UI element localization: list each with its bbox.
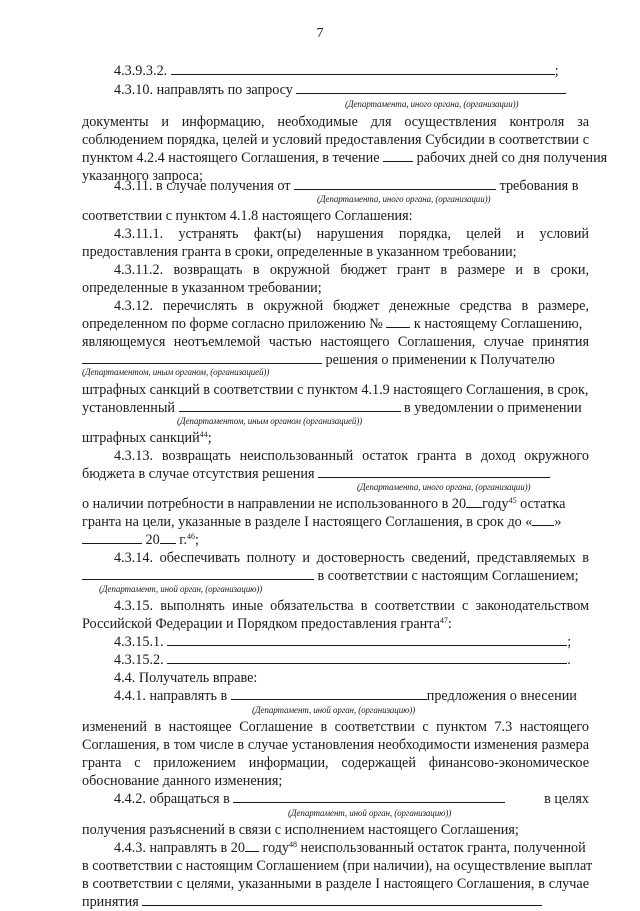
paragraph-line: предоставления гранта в сроки, определенные в указанном требовании; xyxy=(82,244,517,260)
caption-department: (Департаментом, иным органом, (организацией)) xyxy=(82,367,270,377)
clause-4-3-11-2: 4.3.11.2. возвращать в окружной бюджет грант в размере и в сроки, xyxy=(114,262,589,278)
paragraph-line: являющемуся неотъемлемой частью настоящего Соглашения, случае принятия xyxy=(82,334,589,350)
blank-line xyxy=(82,567,314,580)
clause-4-3-13: 4.3.13. возвращать неиспользованный остаток гранта в доход окружного xyxy=(114,448,589,464)
blank-line xyxy=(82,531,142,544)
blank-line xyxy=(160,531,176,544)
clause-4-4-1: 4.4.1. направлять в предложения о внесении xyxy=(114,688,577,704)
paragraph-line: 20 г.$^{46}$; xyxy=(82,531,589,549)
caption-department: (Департамент, иной орган, (организацию)) xyxy=(252,705,416,715)
clause-4-3-14: 4.3.14. обеспечивать полноту и достоверность сведений, представляемых в xyxy=(114,550,589,566)
clause-4-3-12: 4.3.12. перечислять в окружной бюджет денежные средства в размере, xyxy=(114,298,589,314)
clause-4-3-11-1: 4.3.11.1. устранять факт(ы) нарушения порядка, целей и условий xyxy=(114,226,589,242)
paragraph-line: принятия xyxy=(82,893,589,911)
clause-4-3-9-3-2: 4.3.9.3.2. ; xyxy=(114,63,559,79)
blank-line xyxy=(179,399,401,412)
blank-line xyxy=(167,651,567,664)
paragraph-line: соблюдением порядка, целей и условий предоставления Субсидии в соответствии с xyxy=(82,132,589,148)
clause-4-4-3: 4.4.3. направлять в 20 году$^{48}$ неиспользованный остаток гранта, полученной xyxy=(114,840,586,856)
paragraph-line: о наличии потребности в направлении не использованного в 20 году$^{45}$ остатка xyxy=(82,496,566,512)
caption-department: (Департамент, иной орган, (организацию)) xyxy=(99,584,263,594)
clause-4-4-2: 4.4.2. обращаться в в целях xyxy=(114,791,589,807)
caption-department: (Департаментом, иным органом (организацией)) xyxy=(177,416,363,426)
footnote-ref: 47 xyxy=(439,616,448,625)
blank-line xyxy=(296,81,566,94)
paragraph-line: штрафных санкций в соответствии с пунктом 4.1.9 настоящего Соглашения, в срок, xyxy=(82,382,589,398)
paragraph-line: в соответствии с настоящим Соглашением; xyxy=(82,567,589,585)
caption-department: (Департамент, иной орган, (организацию)) xyxy=(288,808,452,818)
blank-line xyxy=(318,465,550,478)
paragraph-line: пунктом 4.2.4 настоящего Соглашения, в течение рабочих дней со дня получения xyxy=(82,150,608,166)
paragraph-line: Российской Федерации и Порядком предоставления гранта$^{47}$: xyxy=(82,616,452,632)
page-number: 7 xyxy=(316,26,324,41)
clause-4-4-heading: 4.4. Получатель вправе: xyxy=(114,670,258,686)
paragraph-line: штрафных санкций$^{44}$; xyxy=(82,430,212,446)
footnote-ref: 44 xyxy=(199,430,208,439)
blank-line xyxy=(383,149,413,162)
clause-4-3-15-2: 4.3.15.2. . xyxy=(114,652,571,668)
blank-line xyxy=(245,839,259,852)
caption-department: (Департамента, иного органа, (организации)) xyxy=(357,482,531,492)
blank-line xyxy=(82,351,322,364)
paragraph-line: изменений в настоящее Соглашение в соответствии с пунктом 7.3 настоящего xyxy=(82,719,589,735)
caption-department: (Департамента, иного органа, (организации)) xyxy=(317,194,491,204)
paragraph-line: в соответствии с настоящим Соглашением (при наличии), на осуществление выплат xyxy=(82,858,593,874)
paragraph-line: получения разъяснений в связи с исполнением настоящего Соглашения; xyxy=(82,822,519,838)
caption-department: (Департамента, иного органа, (организации)) xyxy=(345,99,519,109)
clause-4-3-15: 4.3.15. выполнять иные обязательства в соответствии с законодательством xyxy=(114,598,589,614)
paragraph-line: бюджета в случае отсутствия решения xyxy=(82,465,589,483)
blank-line xyxy=(233,790,505,803)
blank-line xyxy=(386,315,410,328)
footnote-ref: 45 xyxy=(508,496,517,505)
footnote-ref: 48 xyxy=(288,840,297,849)
paragraph-line: гранта с приложением информации, содержащей финансово-экономическое xyxy=(82,755,589,771)
footnote-ref: 46 xyxy=(187,532,196,541)
paragraph-line: гранта на цели, указанные в разделе I настоящего Соглашения, в срок до « » xyxy=(82,514,562,530)
paragraph-line: указанного запроса; xyxy=(82,168,203,184)
clause-4-3-10: 4.3.10. направлять по запросу xyxy=(114,81,589,99)
blank-line xyxy=(142,893,542,906)
blank-line xyxy=(294,177,496,190)
paragraph-line: в соответствии с целями, указанными в разделе I настоящего Соглашения, в случае xyxy=(82,876,589,892)
paragraph-line: Соглашения, в том числе в случае установления необходимости изменения размера xyxy=(82,737,589,753)
paragraph-line: установленный в уведомлении о применении xyxy=(82,400,582,416)
blank-line xyxy=(167,633,567,646)
blank-line xyxy=(231,687,427,700)
paragraph-line: обоснование данного изменения; xyxy=(82,773,283,789)
clause-4-3-11: 4.3.11. в случае получения от требования в xyxy=(114,178,579,194)
paragraph-line: соответствии с пунктом 4.1.8 настоящего Соглашения: xyxy=(82,208,413,224)
clause-4-3-15-1: 4.3.15.1. ; xyxy=(114,634,572,650)
blank-line xyxy=(532,513,554,526)
blank-line xyxy=(466,495,482,508)
paragraph-line: определенном по форме согласно приложению № к настоящему Соглашению, xyxy=(82,316,583,332)
blank-line xyxy=(171,62,555,75)
paragraph-line: определенные в указанном требовании; xyxy=(82,280,322,296)
paragraph-line: решения о применении к Получателю xyxy=(82,351,589,369)
paragraph-line: документы и информацию, необходимые для осуществления контроля за xyxy=(82,114,589,130)
